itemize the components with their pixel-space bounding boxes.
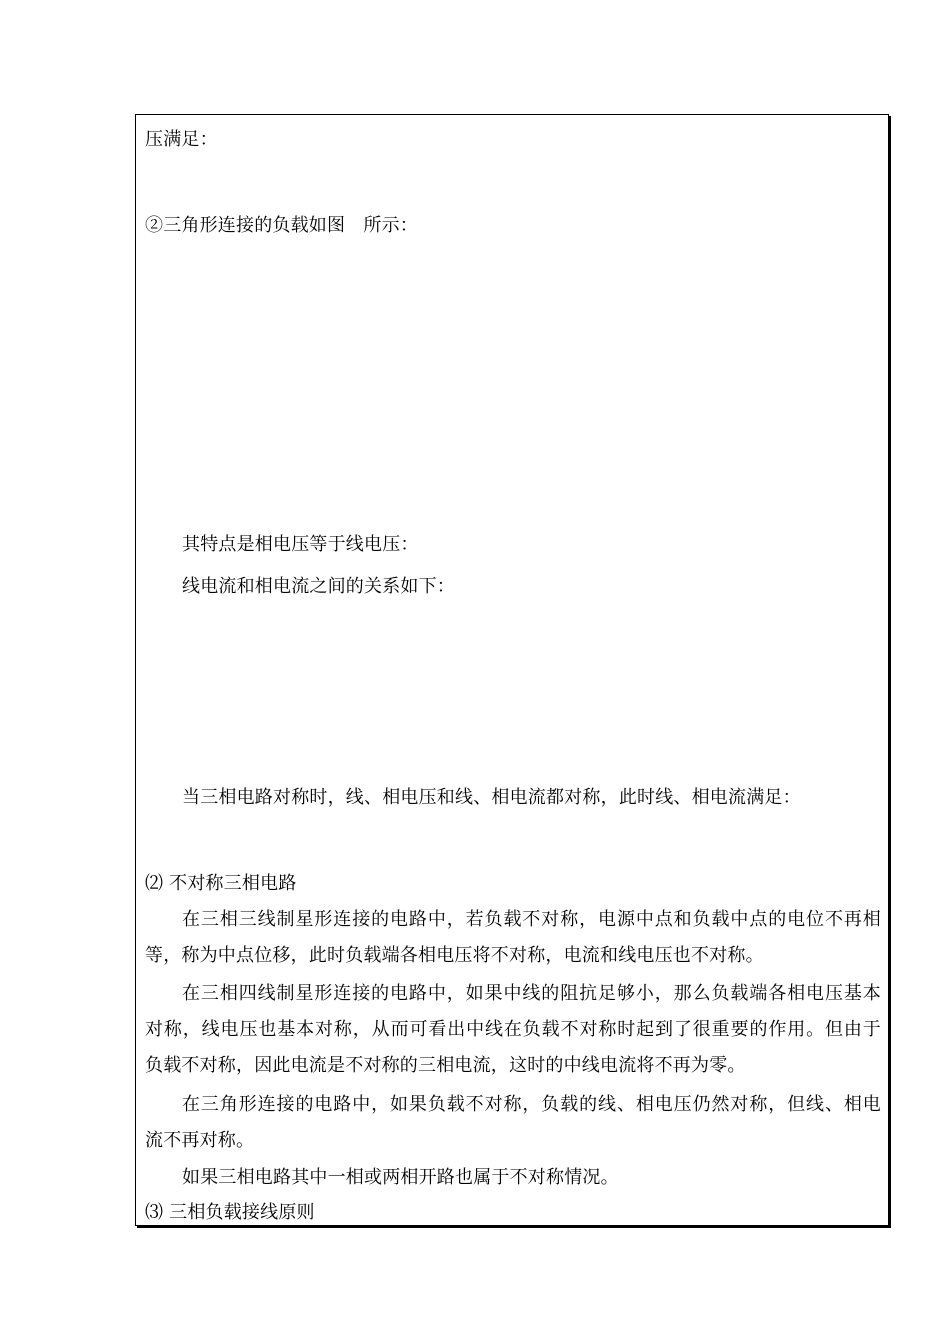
section-heading: ⑶ 三相负载接线原则: [145, 1202, 315, 1223]
text-line: 线电流和相电流之间的关系如下：: [182, 576, 455, 597]
paragraph-line: 在三角形连接的电路中，如果负载不对称，负载的线、相电压仍然对称，但线、相电: [182, 1094, 881, 1115]
text-line: ②三角形连接的负载如图 所示：: [145, 215, 418, 236]
paragraph-line: 在三相四线制星形连接的电路中，如果中线的阻抗足够小，那么负载端各相电压基本: [182, 983, 881, 1004]
paragraph-line: 负载不对称，因此电流是不对称的三相电流，这时的中线电流将不再为零。: [145, 1055, 746, 1076]
paragraph-line: 对称，线电压也基本对称，从而可看出中线在负载不对称时起到了很重要的作用。但由于: [145, 1019, 881, 1040]
text-line: 压满足：: [145, 129, 218, 150]
section-heading: ⑵ 不对称三相电路: [145, 873, 297, 894]
formula-placeholder: [145, 610, 875, 780]
paragraph-line: 在三相三线制星形连接的电路中，若负载不对称，电源中点和负载中点的电位不再相: [182, 909, 881, 930]
text-line: 其特点是相电压等于线电压：: [182, 534, 419, 555]
text-line: 当三相电路对称时，线、相电压和线、相电流都对称，此时线、相电流满足：: [182, 787, 801, 808]
paragraph-line: 如果三相电路其中一相或两相开路也属于不对称情况。: [182, 1167, 619, 1188]
paragraph-line: 等，称为中点位移，此时负载端各相电压将不对称，电流和线电压也不对称。: [145, 945, 764, 966]
paragraph-line: 流不再对称。: [145, 1130, 255, 1151]
figure-placeholder: [145, 250, 875, 520]
